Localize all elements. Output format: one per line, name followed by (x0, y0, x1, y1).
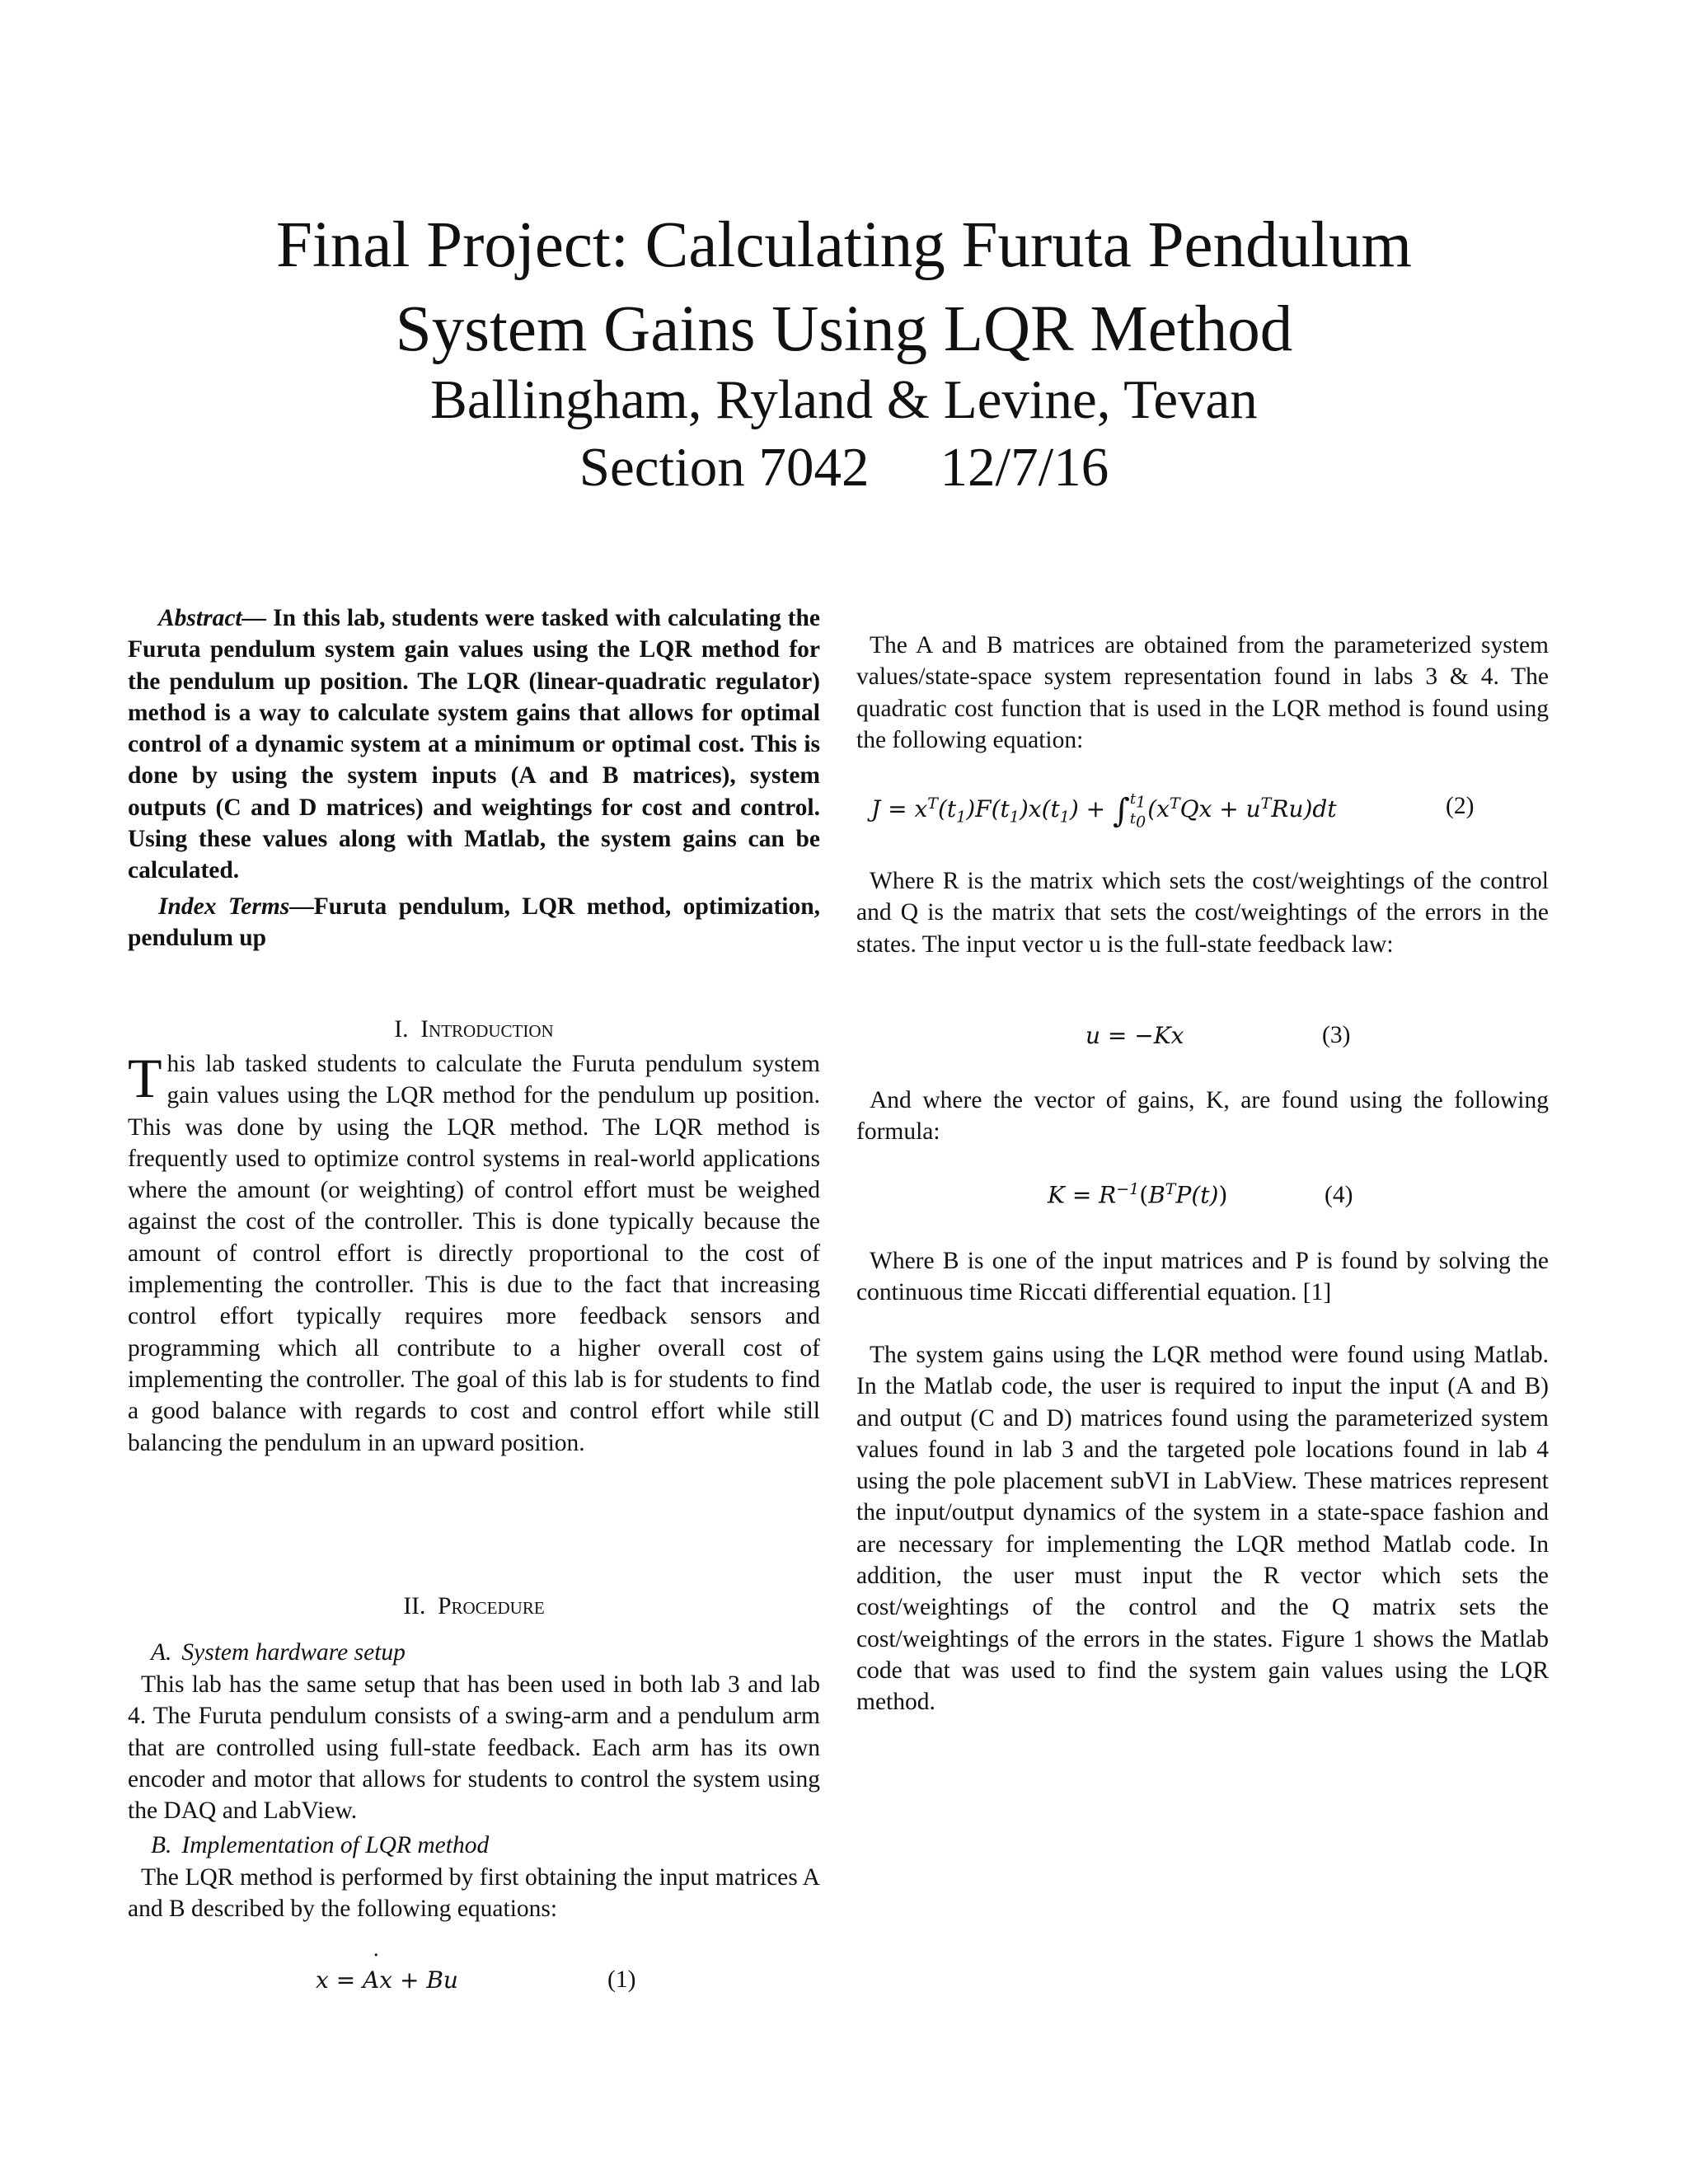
equation-3: u = −Kx (1085, 1022, 1184, 1049)
section-title: Procedure (438, 1593, 545, 1619)
paper-title-line-1: Final Project: Calculating Furuta Pendulum (276, 209, 1412, 281)
abstract (128, 602, 820, 887)
subsection-title: System hardware setup (181, 1639, 406, 1666)
equation-1: x = Ax + Bu (316, 1966, 458, 1994)
index-terms-lead: Index Terms (158, 893, 290, 920)
section-title: Introduction (420, 1016, 554, 1043)
right-paragraph-4: Where B is one of the input matrices and P is found by solving the continuous time Riccati differential equation. [1] (856, 1248, 1549, 1306)
section-heading-introduction (128, 1014, 820, 1045)
section-heading-procedure (128, 1591, 820, 1622)
index-terms-text: —Furuta pendulum, LQR method, optimization, pendulum up (128, 893, 821, 952)
course-section: Section 7042 (579, 437, 870, 498)
equation-4-number: (4) (1325, 1182, 1353, 1208)
authors: Ballingham, Ryland & Levine, Tevan (430, 369, 1258, 430)
section-date-line (0, 432, 1688, 503)
subsection-heading-hardware (151, 1637, 406, 1668)
abstract-text: In this lab, students were tasked with calculating the Furuta pendulum system gain values using the LQR method for the pendulum up position. The LQR (linear-quadratic regulator) method is a way to calculate system gains that allows for optimal control of a dynamic system at a minimum or optimal cost. This is done by using the system inputs (A and B matrices), system outputs (C and D matrices) and weightings for cost and control. Using these values along with Matlab, the system gains can be calculated. (128, 605, 820, 884)
index-terms (128, 891, 820, 954)
subsection-heading-lqr (151, 1830, 489, 1861)
right-paragraph-2: Where R is the matrix which sets the cost/weightings of the control and Q is the matrix that sets the cost/weightings of the errors in the states. The input vector u is the full-state feedback law: (856, 868, 1549, 958)
right-paragraph-5: The system gains using the LQR method were found using Matlab. In the Matlab code, the user is required to input the input (A and B) and output (C and D) matrices found using the parameterized system values found in lab 3 and the targeted pole locations found in lab 4 using the pole placement subVI in LabView. These matrices represent the input/output dynamics of the system in a state-space fashion and are necessary for implementing the LQR method Matlab code. In addition, the user must input the R vector which sets the cost/weightings of the control and the Q matrix sets the cost/weightings of the errors in the states. Figure 1 shows the Matlab code that was used to find the system gain values using the LQR method. (856, 1342, 1549, 1716)
subsection-label: B. (151, 1832, 172, 1858)
subsection-label: A. (151, 1639, 172, 1666)
abstract-lead: Abstract— (158, 605, 267, 631)
hardware-paragraph: This lab has the same setup that has been used in both lab 3 and lab 4. The Furuta pendulum consists of a swing-arm and a pendulum arm that are controlled using full-state feedback. Each arm has its own encoder and motor that allows for students to control the system using the DAQ and LabView. (128, 1671, 820, 1825)
date: 12/7/16 (940, 437, 1109, 498)
equation-4: $K = R^{-1}(B^TP(t))$ (1048, 1180, 1228, 1209)
introduction-paragraph (128, 1048, 820, 1459)
section-numeral: I. (394, 1016, 409, 1043)
paper-title-line-2: System Gains Using LQR Method (395, 293, 1293, 365)
equation-3-number: (3) (1322, 1022, 1351, 1048)
section-numeral: II. (403, 1593, 426, 1619)
right-paragraph-3: And where the vector of gains, K, are found using the following formula: (856, 1087, 1549, 1146)
equation-2-number: (2) (1446, 793, 1475, 819)
drop-cap: T (128, 1047, 162, 1109)
introduction-text: his lab tasked students to calculate the Furuta pendulum system gain values using the LQR method for the pendulum up position. This was done by using the LQR method. The LQR method is frequently used to optimize control systems in real-world applications where the amount (or weighting) of control effort must be weighed against the cost of the controller. This is done typically because the amount of control effort is directly proportional to the cost of implementing the controller. This is due to the fact that increasing control effort typically requires more feedback sensors and programming which all contribute to a higher overall cost of implementing the controller. The goal of this lab is for students to find a good balance with regards to cost and control effort while still balancing the pendulum in an upward position. (128, 1051, 820, 1456)
equation-1-number: (1) (607, 1966, 636, 1993)
subsection-title: Implementation of LQR method (181, 1832, 490, 1858)
lqr-intro-paragraph: The LQR method is performed by first obtaining the input matrices A and B described by the following equations: (128, 1864, 820, 1923)
equation-2: $J = x^T(t_1)F(t_1)x(t_1) + \int t_1$ $t_0(x^TQx + u^TRu)dt$ (871, 790, 1337, 832)
right-paragraph-1: The A and B matrices are obtained from the parameterized system values/state-space system representation found in labs 3 & 4. The quadratic cost function that is used in the LQR method is found using the following equation: (856, 632, 1549, 753)
